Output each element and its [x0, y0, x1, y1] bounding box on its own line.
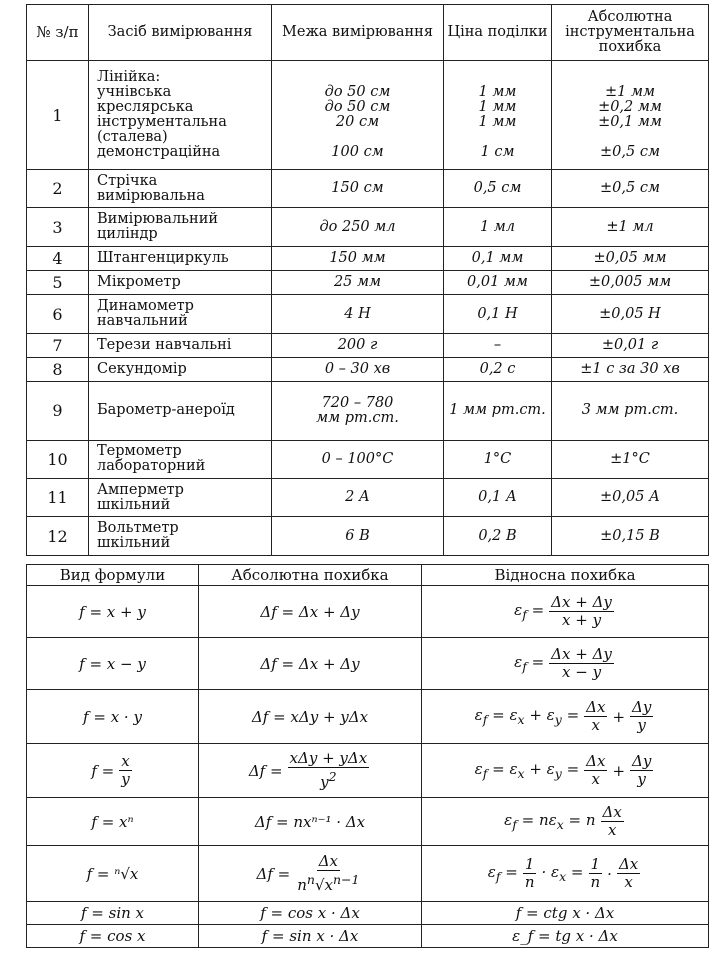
instrument-row	[27, 208, 709, 246]
absolute-error-line: ±0,01 г	[601, 336, 659, 353]
row-number: 4	[27, 246, 89, 270]
absolute-error-line: 3 мм рт.ст.	[581, 402, 679, 419]
header-kind: Вид формули	[27, 565, 199, 586]
division-value-line: 1 мм рт.ст.	[449, 402, 546, 419]
absolute-error-line: ±0,1 мм	[598, 114, 662, 131]
division-value-line: 1 мм	[478, 84, 517, 101]
absolute-error-line: ±0,05 А	[599, 489, 661, 506]
division-value	[444, 61, 552, 170]
absolute-error-line	[552, 70, 708, 85]
row-number: 11	[27, 479, 89, 517]
formula-relative: $\varepsilon_f$ = $\frac{\Delta x + \Delta y}{x - y}$	[422, 638, 709, 690]
instrument-row	[27, 170, 709, 208]
measure-limit	[272, 61, 444, 170]
division-value-line	[444, 130, 551, 145]
header-division: Ціна поділки	[444, 5, 552, 61]
tool-name-line: Секундомір	[97, 361, 187, 378]
tool-name	[89, 479, 272, 517]
division-value	[444, 295, 552, 333]
division-value-line: 0,1 мм	[471, 249, 524, 266]
division-value-line: 1 мм	[478, 114, 517, 131]
formula-row	[27, 638, 709, 690]
formula-kind: f = $\frac{x}{y}$	[27, 744, 199, 798]
tool-name-line: Барометр-анероїд	[97, 402, 235, 419]
measure-limit	[272, 333, 444, 357]
measure-limit	[272, 170, 444, 208]
absolute-error-line	[552, 130, 708, 145]
tool-name-line: Мікрометр	[97, 274, 181, 291]
instrument-row	[27, 382, 709, 441]
tool-name-line: Вимірювальний	[97, 211, 219, 228]
absolute-error	[552, 382, 709, 441]
tool-name-line: навчальний	[97, 313, 188, 329]
measure-limit	[272, 517, 444, 556]
formula-relative: $\varepsilon_f$ = $\frac{1}{n}$ · $\varepsilon_x$ = $\frac{1}{n}$ · $\frac{\Delta x}{x}$	[422, 846, 709, 902]
formula-kind: f = xⁿ	[27, 798, 199, 846]
tool-name-line: Термометр	[97, 443, 182, 460]
division-value	[444, 382, 552, 441]
formula-absolute: f = cos x · Δx	[199, 902, 422, 925]
division-value-line: 1 мл	[479, 218, 516, 235]
tool-name	[89, 246, 272, 270]
tool-name	[89, 208, 272, 246]
tool-name-line: (сталева)	[97, 129, 168, 146]
absolute-error	[552, 517, 709, 556]
header-error: Абсолютна інструментальна похибка	[552, 5, 709, 61]
tool-name	[89, 333, 272, 357]
row-number: 8	[27, 357, 89, 381]
absolute-error-line: ±0,15 В	[600, 527, 660, 544]
formula-absolute: Δf = Δx + Δy	[199, 638, 422, 690]
tool-name-line: демонстраційна	[97, 144, 221, 161]
division-value-line: 0,5 см	[473, 180, 522, 197]
instrument-row	[27, 246, 709, 270]
instruments-table	[26, 4, 709, 556]
measure-limit-line: 720 – 780	[321, 394, 394, 411]
row-number: 12	[27, 517, 89, 556]
measure-limit-line: до 50 см	[324, 99, 391, 116]
measure-limit	[272, 246, 444, 270]
division-value	[444, 246, 552, 270]
header-no: № з/п	[27, 5, 89, 61]
absolute-error-line: ±0,05 мм	[593, 249, 667, 266]
division-value-line: 0,01 мм	[467, 274, 528, 291]
row-number: 9	[27, 382, 89, 441]
measure-limit	[272, 382, 444, 441]
instrument-row	[27, 479, 709, 517]
instruments-header-row	[27, 5, 709, 61]
formula-relative: ε_f = tg x · Δx	[422, 925, 709, 948]
instrument-row	[27, 295, 709, 333]
formulas-header-row	[27, 565, 709, 586]
tool-name	[89, 61, 272, 170]
measure-limit-line: 6 В	[345, 527, 370, 544]
tool-name-line: інструментальна	[97, 114, 227, 131]
instrument-row	[27, 61, 709, 170]
formula-absolute: f = sin x · Δx	[199, 925, 422, 948]
division-value	[444, 208, 552, 246]
header-limit: Межа вимірювання	[272, 5, 444, 61]
tool-name	[89, 382, 272, 441]
absolute-error	[552, 170, 709, 208]
absolute-error	[552, 333, 709, 357]
absolute-error	[552, 295, 709, 333]
tool-name	[89, 271, 272, 295]
measure-limit-line: 100 см	[331, 144, 384, 161]
tool-name	[89, 170, 272, 208]
instrument-row	[27, 333, 709, 357]
division-value-line: 0,1 Н	[477, 305, 518, 322]
tool-name-line: лабораторний	[97, 458, 206, 475]
measure-limit	[272, 357, 444, 381]
instrument-row	[27, 517, 709, 556]
absolute-error	[552, 61, 709, 170]
absolute-error-line: ±0,05 Н	[599, 305, 661, 322]
measure-limit-line: мм рт.ст.	[316, 409, 399, 426]
formula-absolute: Δf = xΔy + yΔx	[199, 690, 422, 744]
tool-name-line: Штангенциркуль	[97, 249, 229, 266]
tool-name-line: Амперметр	[97, 481, 184, 498]
absolute-error-line: ±1 мм	[604, 84, 656, 101]
formula-row	[27, 846, 709, 902]
row-number: 5	[27, 271, 89, 295]
division-value	[444, 333, 552, 357]
instrument-row	[27, 357, 709, 381]
tool-name	[89, 357, 272, 381]
division-value	[444, 479, 552, 517]
formula-relative: $\varepsilon_f = \varepsilon_x + \varepsilon_y$ = $\frac{\Delta x}{x}$ + $\frac{\Delta y}{y}$	[422, 690, 709, 744]
division-value-line: 1 см	[480, 144, 515, 161]
row-number: 6	[27, 295, 89, 333]
division-value-line	[444, 70, 551, 85]
formula-relative: $\varepsilon_f = \varepsilon_x + \varepsilon_y$ = $\frac{\Delta x}{x}$ + $\frac{\Delta y}{y}$	[422, 744, 709, 798]
division-value-line: 1 мм	[478, 99, 517, 116]
absolute-error-line: ±0,5 см	[600, 180, 660, 197]
formula-relative: $\varepsilon_f = n\varepsilon_x = n$ $\frac{\Delta x}{x}$	[422, 798, 709, 846]
tool-name-line: Стрічка	[97, 172, 158, 189]
row-number: 3	[27, 208, 89, 246]
measure-limit-line: 20 см	[335, 114, 380, 131]
measure-limit-line	[272, 130, 443, 145]
division-value	[444, 170, 552, 208]
header-tool: Засіб вимірювання	[89, 5, 272, 61]
tool-name-line: Вольтметр	[97, 520, 179, 537]
division-value-line: 0,2 В	[478, 527, 517, 544]
measure-limit-line: 200 г	[337, 336, 378, 353]
measure-limit	[272, 208, 444, 246]
absolute-error-line: ±1 с за 30 хв	[580, 361, 680, 378]
tool-name-line: учнівська	[97, 84, 172, 101]
absolute-error-line: ±1°С	[610, 450, 650, 467]
division-value-line: –	[493, 336, 502, 353]
tool-name-line: шкільний	[97, 535, 171, 552]
header-absolute: Абсолютна похибка	[199, 565, 422, 586]
tool-name-line: циліндр	[97, 226, 158, 243]
formula-absolute: Δf = nxⁿ⁻¹ · Δx	[199, 798, 422, 846]
row-number: 10	[27, 440, 89, 478]
tool-name	[89, 295, 272, 333]
measure-limit	[272, 295, 444, 333]
formula-relative: $\varepsilon_f$ = $\frac{\Delta x + \Delta y}{x + y}$	[422, 586, 709, 638]
formula-absolute: Δf = $\frac{\Delta x}{n^n√x^{n-1}}$	[199, 846, 422, 902]
formula-row	[27, 586, 709, 638]
formula-row	[27, 902, 709, 925]
tool-name-line: шкільний	[97, 496, 171, 513]
row-number: 1	[27, 61, 89, 170]
instrument-row	[27, 440, 709, 478]
formula-kind: f = sin x	[27, 902, 199, 925]
absolute-error	[552, 246, 709, 270]
row-number: 2	[27, 170, 89, 208]
tool-name-line: креслярська	[97, 99, 194, 116]
formula-kind: f = ⁿ√x	[27, 846, 199, 902]
absolute-error	[552, 479, 709, 517]
formula-row	[27, 925, 709, 948]
formula-kind: f = x − y	[27, 638, 199, 690]
division-value-line: 0,1 А	[478, 489, 517, 506]
absolute-error-line: ±0,005 мм	[588, 274, 672, 291]
tool-name	[89, 440, 272, 478]
measure-limit	[272, 271, 444, 295]
row-number: 7	[27, 333, 89, 357]
formulas-table	[26, 564, 709, 948]
formula-row	[27, 690, 709, 744]
measure-limit	[272, 479, 444, 517]
formula-absolute: Δf = Δx + Δy	[199, 586, 422, 638]
formula-kind: f = x · y	[27, 690, 199, 744]
division-value	[444, 440, 552, 478]
measure-limit-line: 150 см	[331, 180, 384, 197]
division-value-line: 1°С	[483, 450, 512, 467]
measure-limit-line: 2 А	[345, 489, 370, 506]
measure-limit-line: 25 мм	[333, 274, 382, 291]
division-value	[444, 271, 552, 295]
formula-absolute: Δf = $\frac{\text{xΔy + yΔx}}{y^2}$	[199, 744, 422, 798]
absolute-error	[552, 357, 709, 381]
absolute-error	[552, 208, 709, 246]
measure-limit-line: 150 мм	[329, 249, 386, 266]
formula-kind: f = cos x	[27, 925, 199, 948]
absolute-error	[552, 271, 709, 295]
absolute-error	[552, 440, 709, 478]
division-value-line: 0,2 с	[479, 361, 516, 378]
absolute-error-line: ±1 мл	[606, 218, 654, 235]
measure-limit-line: 4 Н	[344, 305, 371, 322]
tool-name-line: Динамометр	[97, 298, 194, 314]
tool-name-line: вимірювальна	[97, 187, 205, 204]
formula-kind: f = x + y	[27, 586, 199, 638]
tool-name	[89, 517, 272, 556]
division-value	[444, 357, 552, 381]
measure-limit	[272, 440, 444, 478]
measure-limit-line	[272, 70, 443, 85]
tool-name-line: Лінійка:	[97, 69, 161, 86]
formula-relative: f = ctg x · Δx	[422, 902, 709, 925]
tool-name-line: Терези навчальні	[97, 336, 232, 353]
measure-limit-line: 0 – 30 хв	[324, 361, 391, 378]
formula-row	[27, 744, 709, 798]
absolute-error-line: ±0,5 см	[600, 144, 660, 161]
formula-row	[27, 798, 709, 846]
measure-limit-line: до 250 мл	[319, 218, 396, 235]
absolute-error-line: ±0,2 мм	[598, 99, 662, 116]
header-relative: Відносна похибка	[422, 565, 709, 586]
measure-limit-line: 0 – 100°С	[321, 450, 394, 467]
measure-limit-line: до 50 см	[324, 84, 391, 101]
instrument-row	[27, 271, 709, 295]
division-value	[444, 517, 552, 556]
